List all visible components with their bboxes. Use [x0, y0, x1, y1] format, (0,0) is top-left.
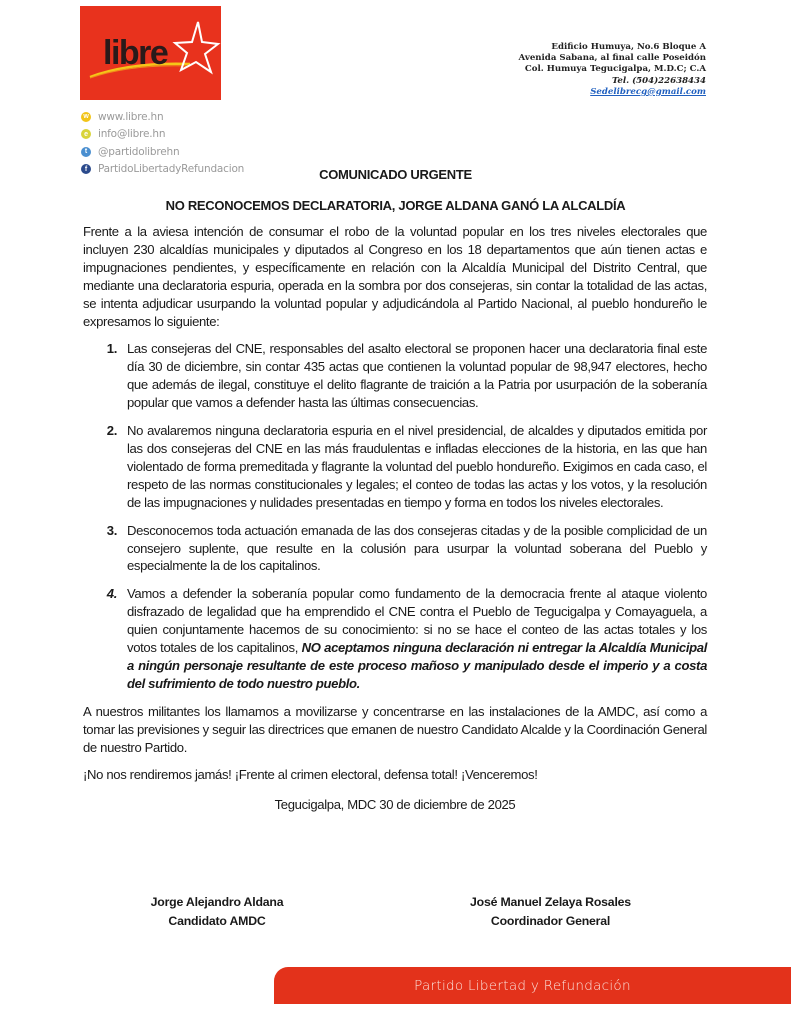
address-line: Edificio Humuya, No.6 Bloque A — [551, 42, 706, 52]
footer-text: Partido Libertad y Refundación — [414, 977, 631, 994]
date-line: Tegucigalpa, MDC 30 de diciembre de 2025 — [274, 797, 516, 813]
list-text-emphasis: NO aceptamos ninguna declaración ni entregar la Alcaldía Municipal a ningún personaje resultante de este proceso mañoso y manipulado desde el imperio y a costa del sufrimiento de todo nuestro pueblo. — [127, 640, 707, 691]
list-number: 2. — [106, 423, 117, 439]
signatory-name: Jorge Alejandro Aldana — [150, 895, 284, 909]
logo-wordmark: libre — [103, 34, 168, 72]
intro-paragraph: Frente a la aviesa intención de consumar el robo de la voluntad popular en los tres niveles electorales que incluyen 230 alcaldías municipales y diputados al Congreso en los 18 departamentos que aún tienen actas e impugnaciones pendientes, y específicamente en relación con la Alcaldía Municipal del Distrito Central, que mediante una declaratoria espuria, operada en la sombra por dos consejeras, sin contar la totalidad de las actas, se intenta adjudicar usurpando la voluntad popular y adjudicándola al Partido Nacional, al pueblo hondureño le expresamos lo siguiente: — [83, 224, 707, 329]
list-text: Vamos a defender la soberanía popular como fundamento de la democracia frente al ataque violento disfrazado de legalidad que ha emprendido el CNE contra el Pueblo de Tegucigalpa y Comayaguela, a quien conjuntamente hacemos de su conocimiento: si no se hace el conteo de las actas totales y los votos totales de los capitalinos, — [127, 586, 707, 656]
libre-logo-graphic — [80, 6, 221, 100]
twitter-icon: t — [81, 147, 91, 157]
facebook-icon: f — [81, 164, 91, 174]
email-icon: e — [81, 129, 91, 139]
contact-email[interactable] — [81, 126, 244, 144]
web-icon: w — [81, 112, 91, 122]
contact-label: info@libre.hn — [98, 128, 166, 141]
list-number: 1. — [106, 341, 117, 357]
contact-web[interactable] — [81, 108, 244, 126]
list-item — [83, 522, 707, 576]
list-item — [83, 422, 707, 512]
slogan: ¡No nos rendiremos jamás! ¡Frente al crimen electoral, defensa total! ¡Venceremos! — [83, 767, 538, 783]
libre-logo — [80, 6, 221, 100]
contact-label: @partidolibrehn — [98, 145, 180, 158]
numbered-list — [83, 340, 707, 692]
list-item — [83, 340, 707, 412]
list-text: Las consejeras del CNE, responsables del asalto electoral se proponen hacer una declaratoria final este día 30 de diciembre, sin contar 435 actas que contienen la voluntad popular de 98,947 electores, hecho que además de ilegal, constituye el delito flagrante de traición a la Patria por usurpación de la soberanía popular que vamos a defender hasta las últimas consecuencias. — [127, 341, 707, 411]
address-line: Avenida Sabana, al final calle Poseidón — [518, 53, 706, 64]
signatory-role: Coordinador General — [490, 914, 611, 928]
list-number: 3. — [106, 522, 117, 538]
list-text-wrapper — [127, 585, 707, 692]
email-link[interactable]: Sedelibrecg@gmail.com — [590, 86, 706, 97]
signatory-role: Candidato AMDC — [168, 914, 266, 928]
contact-twitter[interactable] — [81, 143, 244, 161]
list-text: No avalaremos ninguna declaratoria espuria en el nivel presidencial, de alcaldes y diputados emitida por las dos consejeras del CNE en las más fraudulentas e infladas elecciones de la historia, en las que han violentado de forma premeditada y flagrante la voluntad del pueblo hondureño. Exigimos en cada caso, el respeto de las normas constitucionales y legales; el conteo de todas las actas y los votos, y la resolución de las impugnaciones y nulidades presentadas en tiempo y forma en todos los niveles electorales. — [127, 423, 707, 510]
document-body — [83, 223, 707, 824]
signature-left — [142, 893, 292, 931]
closing-paragraph: A nuestros militantes los llamamos a movilizarse y concentrarse en las instalaciones de la AMDC, así como a tomar las previsiones y seguir las directrices que emanen de nuestro Candidato Alcalde y la Coordinación General de nuestro Partido. — [83, 703, 707, 755]
signatory-name: José Manuel Zelaya Rosales — [470, 895, 631, 909]
address-block — [519, 42, 706, 98]
contact-label: PartidoLibertadyRefundacion — [98, 163, 245, 176]
contact-label: www.libre.hn — [98, 110, 164, 123]
address-line: Col. Humuya Tegucigalpa, M.D.C; C.A — [524, 64, 706, 75]
signature-right — [458, 893, 643, 931]
document-subtitle: NO RECONOCEMOS DECLARATORIA, JORGE ALDANA GANÓ LA ALCALDÍA — [165, 198, 626, 213]
list-item — [83, 585, 707, 692]
document-title: COMUNICADO URGENTE — [319, 167, 472, 182]
footer-banner — [274, 967, 791, 1004]
list-text: Desconocemos toda actuación emanada de las dos consejeras citadas y de la posible complicidad de un consejero suplente, que resulte en la colusión para usurpar la voluntad soberana del Pueblo y especialmente la de los capitalinos. — [127, 522, 707, 574]
list-number: 4. — [106, 586, 117, 602]
phone-number: Tel. (504)22638434 — [611, 75, 706, 86]
